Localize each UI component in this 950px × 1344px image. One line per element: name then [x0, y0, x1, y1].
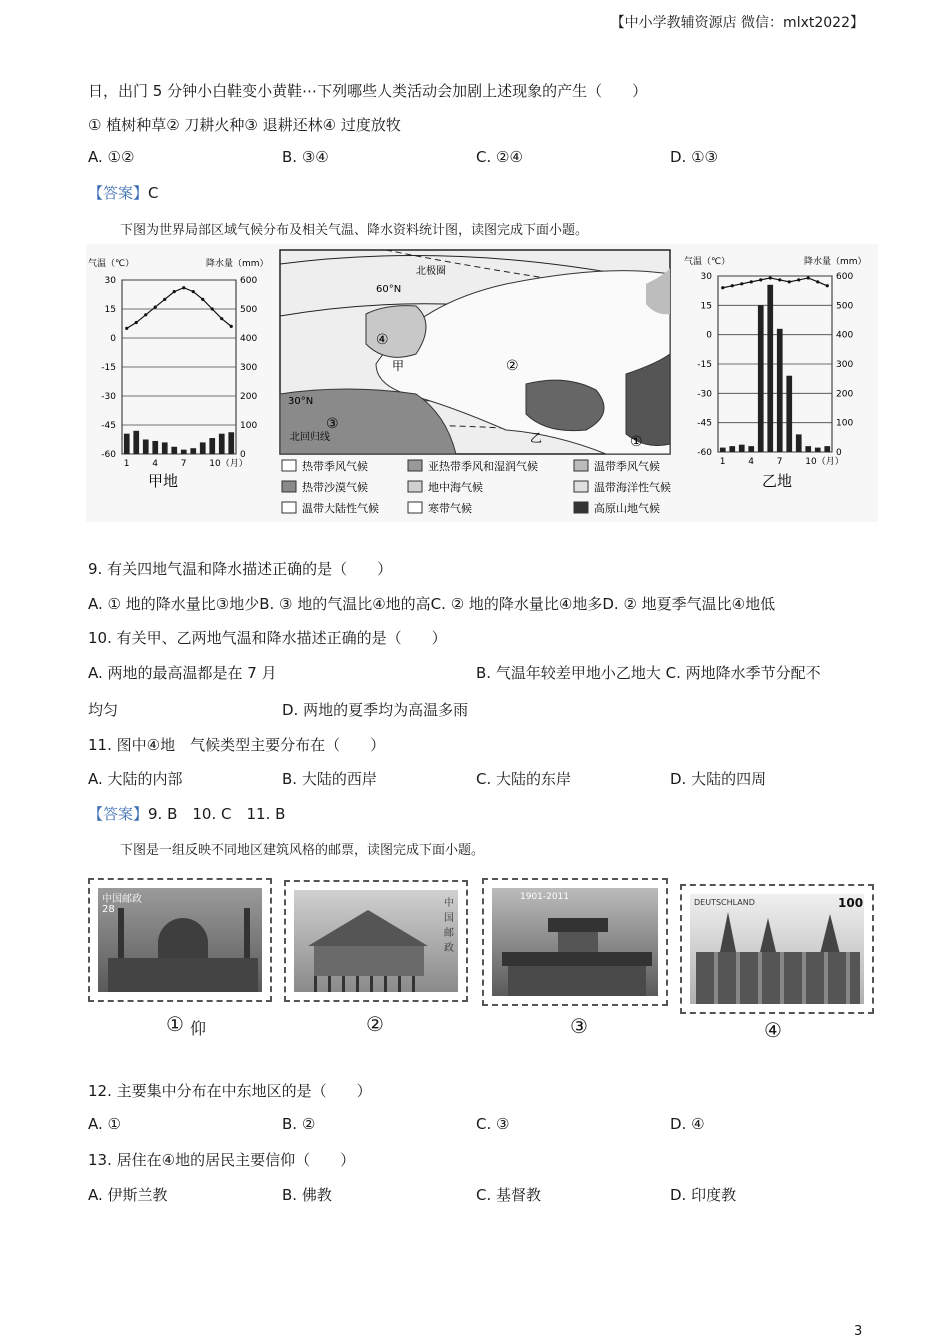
right-temp-tick: -15 [697, 360, 712, 370]
left-temp-point [220, 317, 223, 320]
question-10-option-d: D. 两地的夏季均为高温多雨 [282, 701, 469, 719]
stamp-1-building [108, 958, 258, 992]
map-label-yi: 乙 [530, 431, 543, 445]
left-temp-point [163, 298, 166, 301]
right-precip-bar [758, 305, 764, 452]
question-13-option-b: B. 佛教 [282, 1186, 332, 1204]
left-x-tick: 4 [152, 459, 158, 469]
answer-tag: 【答案】 [88, 184, 149, 202]
stamp-number-3: ③ [570, 1014, 588, 1038]
question-13-option-c: C. 基督教 [476, 1186, 542, 1204]
right-temp-point [740, 282, 743, 285]
map-tibet-plateau [526, 380, 604, 431]
right-temp-tick: 0 [706, 330, 712, 341]
question-10-option-bc: B. 气温年较差甲地小乙地大 C. 两地降水季节分配不 [476, 664, 821, 682]
legend-label-2: 亚热带季风和湿润气候 [428, 460, 538, 473]
legend-label-8: 寒带气候 [428, 502, 472, 515]
map-label-1: ① [630, 434, 643, 450]
left-temp-point [192, 290, 195, 293]
climate-figure [86, 244, 878, 522]
legend-swatch-9 [574, 502, 588, 513]
question-10-option-c-cont: 均匀 [88, 701, 119, 719]
left-temp-point [173, 290, 176, 293]
right-temp-point [826, 284, 829, 287]
right-precip-bar [767, 285, 773, 452]
question-9-stem: 9. 有关四地气温和降水描述正确的是（ ） [88, 560, 393, 578]
option-c: C. ②④ [476, 148, 523, 166]
question-11-option-d: D. 大陆的四周 [670, 770, 767, 788]
stamp-4-spire-1 [720, 912, 736, 952]
climate-figure-svg [86, 244, 878, 522]
legend-swatch-1 [282, 460, 296, 471]
legend-label-5: 地中海气候 [428, 481, 483, 494]
right-precip-bar [786, 376, 792, 452]
stamp-gothic-town [680, 884, 874, 1014]
map-label-jia: 甲 [392, 359, 405, 373]
right-chart-name: 乙地 [762, 472, 793, 490]
stamp-2-house [314, 946, 424, 976]
left-temp-point [182, 286, 185, 289]
right-temp-tick: -30 [697, 389, 712, 400]
left-climate-chart [101, 276, 257, 469]
stamp-4-spire-2 [760, 918, 776, 952]
stamp-1-dome [158, 918, 208, 958]
question-12-option-a: A. ① [88, 1115, 121, 1133]
left-precip-bar [181, 450, 187, 454]
right-temp-point [750, 280, 753, 283]
right-precip-tick: 400 [836, 330, 854, 341]
right-climate-chart [697, 272, 853, 467]
question-9-options: A. ① 地的降水量比③地少B. ③ 地的气温比④地的高C. ② 地的降水量比④地多D. ② 地夏季气温比④地低 [88, 595, 776, 613]
stamp-3-dates: 1901-2011 [520, 892, 570, 902]
left-temp-point [144, 313, 147, 316]
right-precip-bar [777, 329, 783, 452]
intro-climate: 下图为世界局部区域气候分布及相关气温、降水资料统计图，读图完成下面小题。 [120, 223, 589, 238]
question-stem-prev: 日，出门 5 分钟小白鞋变小黄鞋⋯下列哪些人类活动会加剧上述现象的产生（ ） [88, 82, 648, 100]
left-precip-bar [209, 438, 215, 454]
stamp-mosque [88, 878, 272, 1002]
right-precip-tick: 0 [836, 448, 842, 458]
left-precip-tick: 200 [240, 392, 258, 402]
left-precip-bar [228, 432, 234, 454]
left-temp-point [201, 298, 204, 301]
question-12-option-b: B. ② [282, 1115, 316, 1133]
left-temp-tick: -30 [101, 392, 116, 402]
legend-label-9: 高原山地气候 [594, 502, 660, 515]
right-precip-tick: 500 [836, 301, 854, 312]
question-11-stem: 11. 图中④地 气候类型主要分布在（ ） [88, 736, 386, 754]
answer-line [88, 182, 159, 203]
right-precip-label: 降水量（mm） [804, 257, 867, 267]
question-13-option-a: A. 伊斯兰教 [88, 1186, 168, 1204]
map-label-4: ④ [376, 332, 389, 348]
question-13-option-d: D. 印度教 [670, 1186, 737, 1204]
legend-label-6: 温带海洋性气候 [594, 481, 671, 494]
left-temp-tick: -15 [101, 363, 116, 373]
right-temp-point [759, 278, 762, 281]
right-precip-tick: 600 [836, 272, 854, 282]
right-precip-bar [739, 445, 745, 452]
stamp-stilt-house [284, 880, 468, 1002]
option-b: B. ③④ [282, 148, 329, 166]
left-precip-label: 降水量（mm） [206, 259, 269, 269]
stamp-4-houses [696, 952, 860, 1004]
left-precip-tick: 300 [240, 363, 258, 373]
stamps-figure [86, 870, 876, 1050]
right-temp-tick: -45 [697, 418, 712, 429]
map-europe-west [366, 306, 426, 358]
map-label-3: ③ [326, 416, 339, 432]
legend-swatch-6 [574, 481, 588, 492]
answer-tag-2: 【答案】 [88, 805, 149, 823]
left-temp-point [154, 305, 157, 308]
right-temp-tick: -60 [697, 448, 712, 458]
stamp-1-country: 中国邮政 [102, 894, 142, 905]
left-precip-bar [190, 448, 196, 454]
left-temp-tick: -60 [101, 450, 116, 460]
legend-swatch-4 [282, 481, 296, 492]
question-items-prev: ① 植树种草② 刀耕火种③ 退耕还林④ 过度放牧 [88, 116, 401, 134]
right-temp-point [769, 276, 772, 279]
option-d: D. ①③ [670, 148, 718, 166]
left-x-tick: 7 [180, 459, 187, 469]
right-precip-tick: 300 [836, 360, 854, 370]
right-precip-bar [729, 446, 735, 452]
question-12-stem: 12. 主要集中分布在中东地区的是（ ） [88, 1082, 372, 1100]
question-12-option-c: C. ③ [476, 1115, 510, 1133]
left-temp-tick: 30 [104, 276, 116, 286]
legend-swatch-8 [408, 502, 422, 513]
page-number: 3 [854, 1324, 863, 1339]
right-temp-point [807, 276, 810, 279]
stamp-4-country: DEUTSCHLAND [694, 898, 755, 907]
stamp-3-roof-main [502, 952, 652, 966]
left-temp-point [230, 325, 233, 328]
left-precip-tick: 400 [240, 334, 258, 344]
map-label-2: ② [506, 358, 519, 374]
right-precip-bar [720, 448, 726, 452]
legend-label-7: 温带大陆性气候 [302, 502, 379, 515]
right-temp-line [723, 278, 828, 288]
handwritten-note: 仰 [190, 1019, 207, 1038]
answer-line-2 [88, 803, 285, 824]
stamp-4-spire-3 [820, 914, 840, 954]
stamp-3-hall [508, 966, 646, 996]
right-precip-tick: 100 [836, 418, 854, 429]
left-temp-point [125, 327, 128, 330]
stamp-4-value: 100 [838, 896, 864, 910]
left-precip-bar [143, 440, 149, 455]
right-temp-point [778, 278, 781, 281]
answer-value: C [148, 184, 159, 202]
left-temp-tick: 0 [110, 334, 116, 344]
legend-label-3: 温带季风气候 [594, 460, 660, 473]
map-label-tropic: 北回归线 [290, 432, 330, 443]
right-temp-tick: 15 [700, 301, 712, 312]
stamp-2-country: 中国邮政 [444, 898, 454, 954]
legend-swatch-3 [574, 460, 588, 471]
left-chart-name: 甲地 [148, 472, 179, 490]
map-label-30n: 30°N [288, 396, 314, 407]
legend-swatch-7 [282, 502, 296, 513]
right-precip-bar [796, 434, 802, 452]
stamp-1-value: 28 [102, 904, 115, 915]
stamp-number-1: ① [166, 1012, 184, 1036]
stamp-2-roof [308, 910, 428, 946]
right-temp-point [731, 284, 734, 287]
stamp-2-stilts [314, 976, 424, 992]
left-precip-tick: 100 [240, 421, 258, 431]
stamp-3-roof-top [548, 918, 608, 932]
left-precip-bar [133, 431, 139, 454]
right-precip-bar [815, 448, 821, 452]
legend-label-4: 热带沙漠气候 [302, 481, 368, 494]
stamp-number-2: ② [366, 1012, 384, 1036]
map-label-60n: 60°N [376, 284, 402, 295]
right-x-tick: 7 [776, 457, 783, 467]
left-precip-bar [200, 442, 206, 454]
left-temp-point [135, 321, 138, 324]
left-temp-tick: 15 [104, 305, 116, 315]
intro-stamps: 下图是一组反映不同地区建筑风格的邮票，读图完成下面小题。 [120, 843, 485, 858]
answer-value-2: 9. B 10. C 11. B [148, 805, 286, 823]
map-label-arctic: 北极圈 [416, 266, 446, 277]
right-temp-point [721, 286, 724, 289]
left-temp-tick: -45 [101, 421, 116, 431]
left-temp-label: 气温（℃） [88, 259, 135, 269]
right-precip-bar [805, 446, 811, 452]
left-precip-bar [219, 434, 225, 454]
stamp-chinese-building [482, 878, 668, 1006]
left-precip-tick: 500 [240, 305, 258, 315]
right-precip-tick: 200 [836, 389, 854, 400]
right-precip-bar [748, 446, 754, 452]
right-temp-point [788, 280, 791, 283]
question-13-stem: 13. 居住在④地的居民主要信仰（ ） [88, 1151, 356, 1169]
right-x-tick: 4 [748, 457, 754, 467]
left-precip-bar [171, 447, 177, 454]
left-x-tick: 1 [123, 459, 130, 469]
left-precip-bar [162, 442, 168, 454]
left-precip-bar [152, 441, 158, 454]
legend-swatch-5 [408, 481, 422, 492]
left-precip-tick: 0 [240, 450, 246, 460]
question-12-option-d: D. ④ [670, 1115, 705, 1133]
right-x-tick: 10（月） [805, 457, 844, 467]
left-precip-tick: 600 [240, 276, 258, 286]
right-temp-point [797, 278, 800, 281]
question-10-option-a: A. 两地的最高温都是在 7 月 [88, 664, 277, 682]
right-temp-tick: 30 [700, 272, 712, 282]
right-x-tick: 1 [719, 457, 726, 467]
question-10-stem: 10. 有关甲、乙两地气温和降水描述正确的是（ ） [88, 629, 447, 647]
legend-label-1: 热带季风气候 [302, 460, 368, 473]
left-x-tick: 10（月） [209, 459, 248, 469]
header-watermark: 【中小学教辅资源店 微信：mlxt2022】 [610, 15, 864, 31]
climate-legend [282, 459, 671, 515]
left-temp-point [211, 307, 214, 310]
stamp-number-4: ④ [764, 1018, 782, 1042]
right-temp-point [816, 280, 819, 283]
question-11-option-a: A. 大陆的内部 [88, 770, 183, 788]
legend-swatch-2 [408, 460, 422, 471]
option-a: A. ①② [88, 148, 135, 166]
right-temp-label: 气温（℃） [684, 257, 731, 267]
left-temp-line [127, 288, 232, 329]
right-precip-bar [824, 446, 830, 452]
question-11-option-b: B. 大陆的西岸 [282, 770, 377, 788]
question-11-option-c: C. 大陆的东岸 [476, 770, 572, 788]
world-climate-map [280, 250, 670, 454]
left-precip-bar [124, 434, 130, 454]
